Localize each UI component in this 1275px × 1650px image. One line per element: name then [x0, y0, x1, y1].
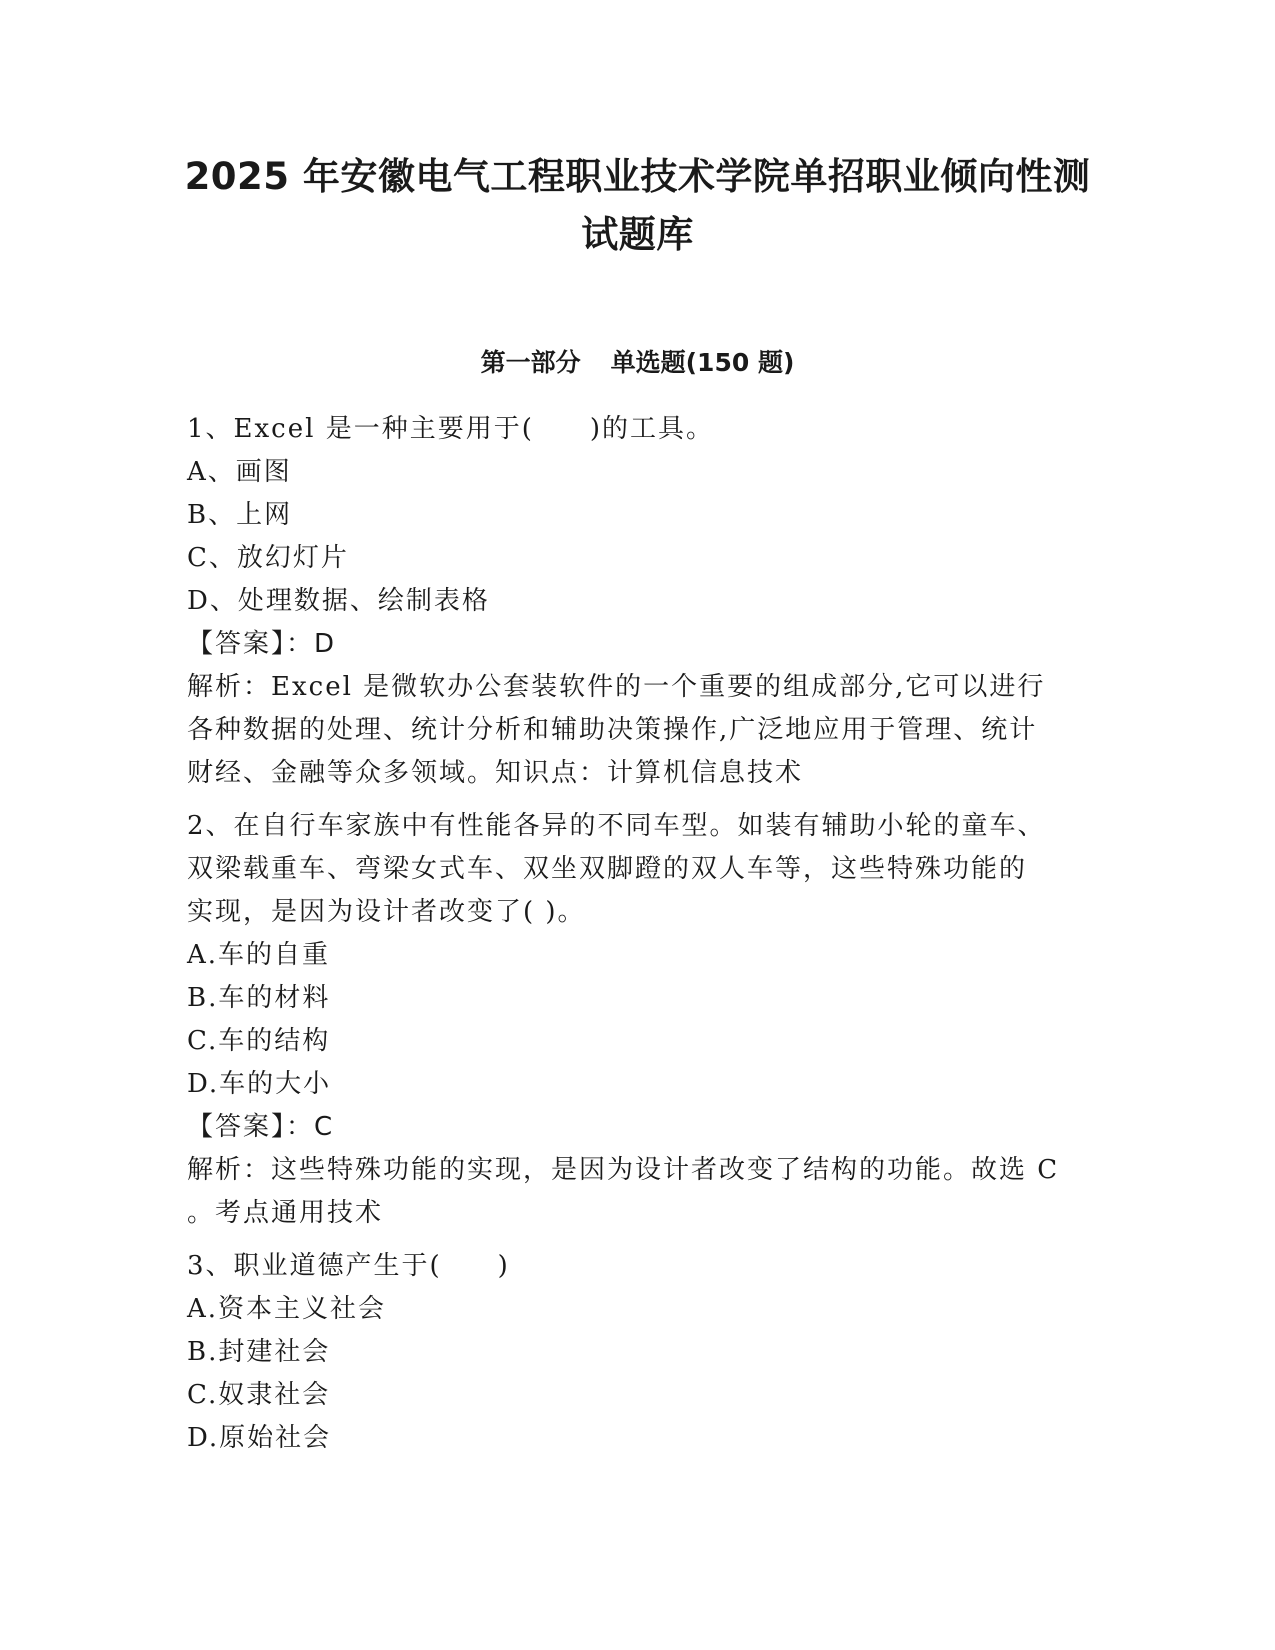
section-heading — [150, 346, 1125, 380]
option-b: B、上网 — [187, 500, 293, 530]
document-title-line-2: 试题库 — [581, 213, 694, 256]
question-stem: 2、在自行车家族中有性能各异的不同车型。如装有辅助小轮的童车、 — [187, 811, 1046, 841]
option-d: D.车的大小 — [187, 1069, 332, 1099]
question-3 — [187, 1245, 1087, 1460]
question-stem: 1、Excel 是一种主要用于( )的工具。 — [187, 414, 715, 444]
question-stem: 实现，是因为设计者改变了( )。 — [187, 897, 586, 927]
option-d: D.原始社会 — [187, 1423, 332, 1453]
document-title — [150, 148, 1125, 264]
analysis-line: 解析：这些特殊功能的实现，是因为设计者改变了结构的功能。故选 C — [187, 1155, 1060, 1185]
section-heading-part: 第一部分 — [480, 348, 581, 377]
section-heading-name: 单选题(150 题) — [610, 348, 795, 377]
option-c: C.奴隶社会 — [187, 1380, 331, 1410]
question-list — [187, 408, 1087, 1460]
option-a: A.车的自重 — [187, 940, 331, 970]
question-1 — [187, 408, 1087, 795]
option-a: A.资本主义社会 — [187, 1294, 387, 1324]
answer: 【答案】：C — [187, 1112, 335, 1142]
question-2 — [187, 805, 1087, 1235]
analysis-line: 各种数据的处理、统计分析和辅助决策操作,广泛地应用于管理、统计 — [187, 715, 1038, 745]
option-b: B.车的材料 — [187, 983, 331, 1013]
option-d: D、处理数据、绘制表格 — [187, 586, 490, 616]
option-c: C.车的结构 — [187, 1026, 331, 1056]
analysis-line: 。考点通用技术 — [187, 1198, 384, 1228]
analysis-line: 财经、金融等众多领域。知识点：计算机信息技术 — [187, 758, 804, 788]
option-a: A、画图 — [187, 457, 292, 487]
answer: 【答案】：D — [187, 629, 337, 659]
option-c: C、放幻灯片 — [187, 543, 349, 573]
question-stem: 3、职业道德产生于( ) — [187, 1251, 510, 1281]
option-b: B.封建社会 — [187, 1337, 331, 1367]
analysis-line: 解析：Excel 是微软办公套装软件的一个重要的组成部分,它可以进行 — [187, 672, 1046, 702]
question-stem: 双梁载重车、弯梁女式车、双坐双脚蹬的双人车等，这些特殊功能的 — [187, 854, 1028, 884]
document-title-line-1: 2025 年安徽电气工程职业技术学院单招职业倾向性测 — [184, 155, 1091, 198]
